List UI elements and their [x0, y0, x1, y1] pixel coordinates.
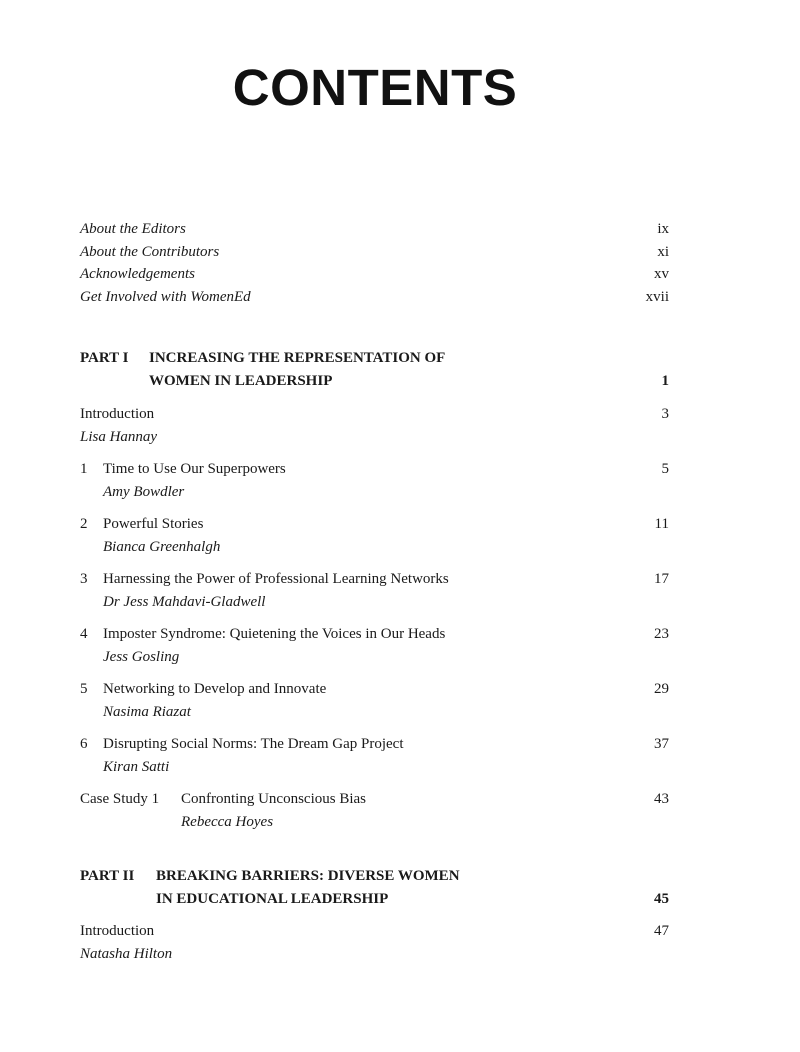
toc-entry-acknowledgements[interactable] — [80, 263, 669, 286]
toc-entry-author: Nasima Riazat — [103, 703, 191, 720]
part-1-heading[interactable] — [80, 347, 669, 392]
toc-entry-chapter-2[interactable] — [80, 513, 669, 558]
toc-page-number: xi — [657, 243, 669, 260]
toc-entry-author: Jess Gosling — [103, 648, 180, 665]
toc-entry-title: Disrupting Social Norms: The Dream Gap Project — [103, 736, 404, 752]
chapter-number: 4 — [80, 626, 88, 642]
toc-page-number: 47 — [654, 923, 669, 939]
toc-page-number: 37 — [654, 736, 669, 752]
part-label: PART I — [80, 350, 129, 366]
toc-page-number: 5 — [661, 461, 669, 477]
toc-entry-label: About the Contributors — [80, 243, 220, 260]
toc-entry-title: Introduction — [80, 923, 155, 939]
page-title: CONTENTS — [232, 59, 518, 116]
part-2-heading[interactable] — [80, 865, 669, 910]
chapter-number: 3 — [80, 571, 88, 587]
toc-page-number: 23 — [654, 626, 669, 642]
chapter-number: 6 — [80, 736, 88, 752]
toc-page-number: 3 — [661, 406, 669, 422]
toc-entry-author: Dr Jess Mahdavi-Gladwell — [103, 593, 266, 610]
toc-entry-author: Bianca Greenhalgh — [103, 538, 221, 555]
toc-page-number: xvii — [645, 288, 669, 305]
part-title-line-2: WOMEN IN LEADERSHIP — [149, 372, 333, 389]
toc-entry-title: Powerful Stories — [103, 516, 204, 532]
toc-page-number: 43 — [654, 791, 669, 807]
toc-entry-case-study-1[interactable] — [80, 788, 669, 833]
toc-page-number: 11 — [654, 516, 669, 532]
toc-entry-part1-introduction[interactable] — [80, 403, 669, 448]
toc-entry-author: Kiran Satti — [103, 758, 170, 775]
part-title-line-1: INCREASING THE REPRESENTATION OF — [149, 350, 446, 366]
toc-entry-chapter-5[interactable] — [80, 678, 669, 723]
toc-entry-get-involved[interactable] — [80, 286, 669, 309]
toc-entry-title: Harnessing the Power of Professional Learning Networks — [103, 571, 449, 587]
toc-entry-chapter-1[interactable] — [80, 458, 669, 503]
toc-entry-about-contributors[interactable] — [80, 241, 669, 264]
toc-page-number: 45 — [654, 890, 669, 907]
chapter-number: 1 — [80, 461, 88, 477]
toc-entry-author: Natasha Hilton — [80, 945, 173, 962]
part-title-line-1: BREAKING BARRIERS: DIVERSE WOMEN — [156, 868, 460, 884]
toc-entry-author: Rebecca Hoyes — [181, 813, 274, 830]
chapter-number: 2 — [80, 516, 88, 532]
toc-entry-about-editors[interactable] — [80, 218, 669, 241]
toc-entry-part2-introduction[interactable] — [80, 920, 669, 965]
toc-page-number: xv — [654, 266, 669, 282]
toc-entry-author: Lisa Hannay — [80, 428, 158, 445]
toc-entry-label: Acknowledgements — [80, 266, 195, 282]
part-title-line-2: IN EDUCATIONAL LEADERSHIP — [156, 890, 389, 907]
toc-entry-chapter-3[interactable] — [80, 568, 669, 613]
toc-page-number: 29 — [654, 681, 669, 697]
toc-entry-title: Confronting Unconscious Bias — [181, 791, 366, 807]
chapter-number: 5 — [80, 681, 88, 697]
toc-page-number: ix — [657, 221, 669, 237]
toc-entry-author: Amy Bowdler — [103, 483, 185, 500]
toc-page-number: 1 — [661, 372, 669, 389]
toc-entry-label: About the Editors — [80, 221, 186, 237]
toc-entry-title: Networking to Develop and Innovate — [103, 681, 327, 697]
toc-entry-label: Get Involved with WomenEd — [80, 288, 251, 305]
toc-page-number: 17 — [654, 571, 669, 587]
toc-entry-chapter-4[interactable] — [80, 623, 669, 668]
part-label: PART II — [80, 868, 135, 884]
toc-entry-title: Introduction — [80, 406, 155, 422]
case-study-label: Case Study 1 — [80, 791, 160, 807]
toc-entry-title: Time to Use Our Superpowers — [103, 461, 286, 477]
toc-entry-chapter-6[interactable] — [80, 733, 669, 778]
front-matter-list — [80, 218, 669, 308]
toc-entry-title: Imposter Syndrome: Quietening the Voices in Our Heads — [103, 626, 446, 642]
